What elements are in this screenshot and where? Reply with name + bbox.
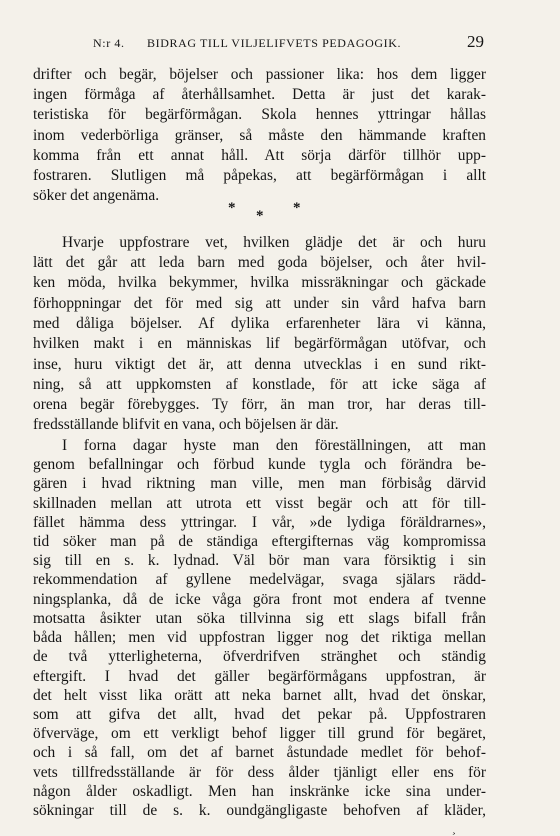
running-title: BIDRAG TILL VILJELIFVETS PEDAGOGIK.	[147, 36, 402, 50]
text-line: sig till en s. k. lydnad. Väl bör man vara försiktig i sin	[33, 552, 486, 569]
text-line: fredsställande blifvit en vana, och böjelsen är där.	[33, 416, 339, 433]
text-line: någon ålder oskadligt. Men han inskränke icke sina under-	[33, 783, 486, 800]
text-line: tid söker man på de ständiga eftergifternas väg kompromissa	[33, 533, 486, 550]
text-line: öfverväge, om ett verkligt behof ligger till grund för begäret,	[33, 725, 486, 742]
text-line: rekommendation af gyllene medelvägar, svaga själars rädd-	[33, 571, 486, 588]
text-line: I forna dagar hyste man den föreställningen, att man	[62, 437, 486, 454]
text-line: teristiska för begärförmågan. Skola hennes yttringar hållas	[33, 106, 486, 123]
text-line: motsatta åsikter utan söka tillvinna sig ett slags bifall från	[33, 610, 486, 627]
margin-mark: ¸	[452, 823, 456, 835]
text-line: vets tillfredsställande är för dess ålder tjänligt eller ens för	[33, 764, 486, 781]
text-line: fället hämma dess yttringar. I vår, »de lydiga föräldrarnes»,	[33, 514, 486, 531]
text-line: skillnaden mellan att utrota ett visst begär och att för till-	[33, 495, 486, 512]
text-line: och i så fall, om det af barnet åstundade medlet för behof-	[33, 744, 486, 761]
text-line: söker det angenäma.	[33, 187, 160, 204]
text-line: sökningar till de s. k. oundgängligaste behofven af kläder,	[33, 802, 486, 819]
text-line: det helt visst lika orätt att neka barnet allt, hvad det önskar,	[33, 687, 486, 704]
text-line: komma från ett annat håll. Att sörja därför tillhör upp-	[33, 147, 486, 164]
text-line: orena begär förebygges. Ty förr, än man tror, har deras till-	[33, 396, 486, 413]
asterisk: *	[256, 208, 264, 224]
text-line: ingen förmåga af återhållsamhet. Detta är just det karak-	[33, 86, 486, 103]
text-line: Hvarje uppfostrare vet, hvilken glädje det är och huru	[62, 234, 486, 251]
text-line: förhoppningar det för med sig att under sin vård hafva barn	[33, 295, 486, 312]
asterisk: *	[293, 200, 301, 216]
text-line: hvilken makt i en människas lif begärförmågan utöfvar, och	[33, 335, 486, 352]
text-line: drifter och begär, böjelser och passioner lika: hos dem ligger	[33, 66, 486, 83]
asterisk: *	[228, 200, 236, 216]
text-line: inom vederbörliga gränser, så måste den hämmande kraften	[33, 127, 486, 144]
text-line: ningsplanka, då de icke våga göra front mot endera af tvenne	[33, 591, 486, 608]
text-line: gären i hvad riktning man ville, men man förbisåg därvid	[33, 475, 486, 492]
text-line: de två ytterligheterna, öfverdrifven stränghet och ständig	[33, 648, 486, 665]
text-line: genom befallningar och förbud kunde tygla och förändra be-	[33, 456, 486, 473]
text-line: ken möda, hvilka bekymmer, hvilka missräkningar och gäckade	[33, 274, 486, 291]
text-line: med dåliga böjelser. Af dylika erfarenheter lära vi känna,	[33, 315, 486, 332]
issue-number: N:r 4.	[93, 36, 125, 50]
text-line: båda hållen; men vid uppfostran ligger nog det riktiga mellan	[33, 629, 486, 646]
text-line: eftergift. I hvad det gäller begärförmågans uppfostran, är	[33, 668, 486, 685]
text-line: fostraren. Slutligen må påpekas, att begärförmågan i allt	[33, 167, 486, 184]
text-line: som att gifva det allt, hvad det pekar på. Uppfostraren	[33, 706, 486, 723]
page-number: 29	[467, 32, 484, 51]
text-line: lätt det går att leda barn med goda böjelser, och åter hvil-	[33, 254, 486, 271]
section-separator	[0, 200, 560, 230]
running-header	[33, 34, 484, 54]
text-line: ning, så att uppkomsten af konstlade, för att icke säga af	[33, 376, 486, 393]
text-line: inse, huru viktigt det är, att denna utvecklas i en sund rikt-	[33, 356, 486, 373]
